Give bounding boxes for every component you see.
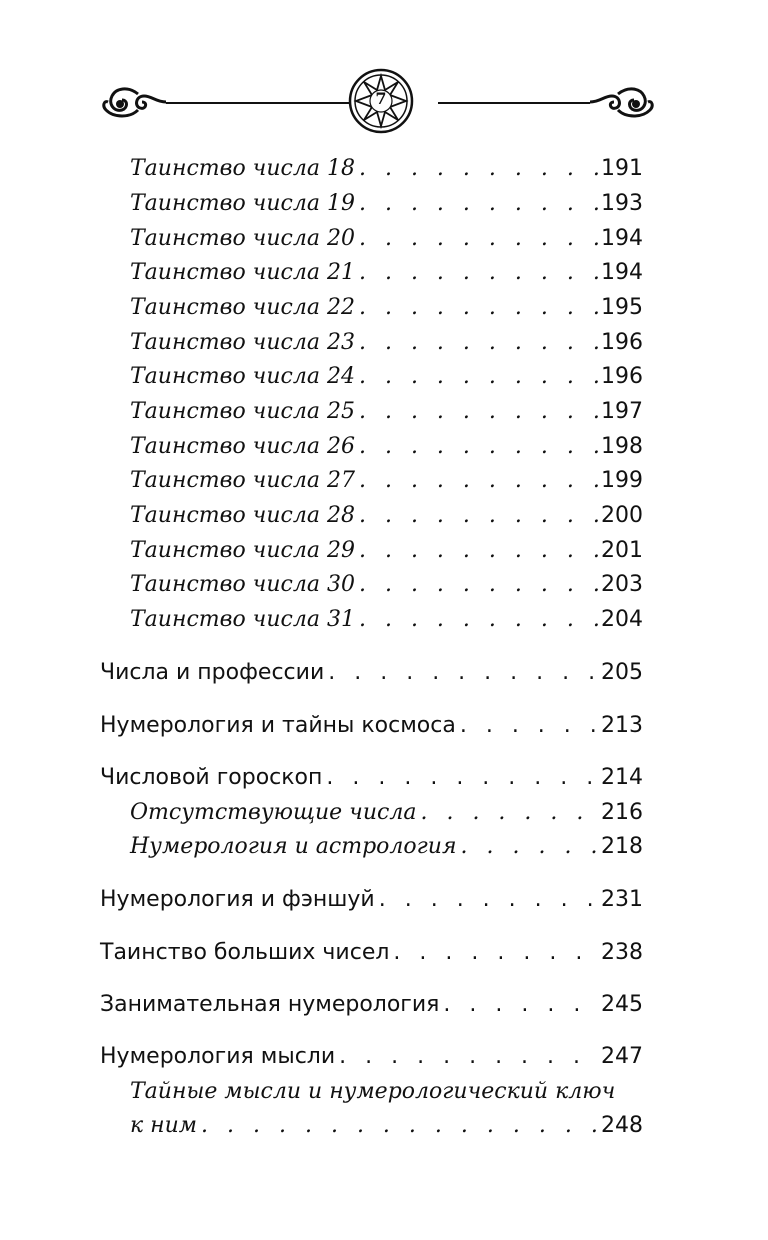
toc-chapter-page: 231 [601, 887, 643, 912]
toc-entry-title: Таинство числа 19 [130, 191, 355, 216]
toc-entry-title: Таинство числа 30 [130, 572, 355, 597]
toc-entry-title: Таинство числа 28 [130, 503, 355, 528]
toc-entry-title: Таинство числа 25 [130, 399, 355, 424]
toc-entry[interactable] [130, 260, 643, 285]
toc-chapter-title: Нумерология мысли [100, 1044, 336, 1069]
toc-entry[interactable] [130, 572, 643, 597]
dot-leader [359, 503, 599, 528]
toc-entry-title: Таинство числа 24 [130, 364, 355, 389]
toc-chapter[interactable] [100, 940, 643, 965]
toc-entry-page: 203 [601, 572, 643, 597]
toc-entry-page: 248 [601, 1113, 643, 1138]
toc-entry-title: Таинство числа 18 [130, 156, 355, 181]
dot-leader [359, 226, 599, 251]
toc-entry-title-line1[interactable]: Тайные мысли и нумерологический ключ [130, 1079, 616, 1104]
toc-chapter-page: 247 [601, 1044, 643, 1069]
toc-entry-title: Таинство числа 26 [130, 434, 355, 459]
toc-chapter-page: 214 [601, 765, 643, 790]
toc-entry[interactable] [130, 295, 643, 320]
toc-entry-page: 195 [601, 295, 643, 320]
toc-entry[interactable] [130, 1113, 643, 1138]
dot-leader [359, 399, 599, 424]
dot-leader [201, 1113, 599, 1138]
toc-chapter-page: 245 [601, 992, 643, 1017]
toc-entry[interactable] [130, 191, 643, 216]
toc-entry-page: 191 [601, 156, 643, 181]
toc-entry[interactable] [130, 800, 643, 825]
toc-entry-page: 199 [601, 468, 643, 493]
dot-leader [359, 434, 599, 459]
toc-chapter-title: Нумерология и тайны космоса [100, 713, 456, 738]
dot-leader [326, 765, 599, 790]
dot-leader [359, 538, 599, 563]
toc-entry-page: 200 [601, 503, 643, 528]
toc-entry-title: Таинство числа 22 [130, 295, 355, 320]
toc-chapter-title: Числовой гороскоп [100, 765, 323, 790]
toc-entry-page: 194 [601, 260, 643, 285]
toc-entry[interactable] [130, 330, 643, 355]
toc-chapter-title: Таинство больших чисел [100, 940, 390, 965]
toc-entry-page: 197 [601, 399, 643, 424]
toc-entry-page: 201 [601, 538, 643, 563]
toc-entry[interactable] [130, 364, 643, 389]
toc-entry-title: Таинство числа 21 [130, 260, 355, 285]
toc-entry-title: Таинство числа 31 [130, 607, 355, 632]
toc-entry-title: Нумерология и астрология [130, 834, 457, 859]
dot-leader [359, 330, 599, 355]
toc-entry[interactable] [130, 607, 643, 632]
toc-entry[interactable] [130, 399, 643, 424]
dot-leader [359, 260, 599, 285]
toc-chapter-page: 213 [601, 713, 643, 738]
toc-entry-page: 198 [601, 434, 643, 459]
dot-leader [393, 940, 599, 965]
dot-leader [339, 1044, 599, 1069]
toc-entry-page: 194 [601, 226, 643, 251]
toc-chapter-title: Числа и профессии [100, 660, 325, 685]
toc-chapter[interactable] [100, 660, 643, 685]
toc-chapter[interactable] [100, 1044, 643, 1069]
toc-entry-title: Таинство числа 27 [130, 468, 355, 493]
toc-chapter-page: 238 [601, 940, 643, 965]
toc-entry[interactable] [130, 468, 643, 493]
toc-entry-title: Отсутствующие числа [130, 800, 417, 825]
dot-leader [359, 468, 599, 493]
toc-chapter[interactable] [100, 713, 643, 738]
toc-entry[interactable] [130, 226, 643, 251]
toc-entry-title: Таинство числа 20 [130, 226, 355, 251]
toc-entry[interactable] [130, 434, 643, 459]
dot-leader [443, 992, 599, 1017]
toc-chapter-page: 205 [601, 660, 643, 685]
toc-entry-title: Таинство числа 29 [130, 538, 355, 563]
toc-entry[interactable] [130, 503, 643, 528]
dot-leader [359, 295, 599, 320]
dot-leader [460, 713, 599, 738]
toc-chapter[interactable] [100, 765, 643, 790]
dot-leader [359, 572, 599, 597]
toc-entry-page: 193 [601, 191, 643, 216]
dot-leader [461, 834, 599, 859]
dot-leader [328, 660, 599, 685]
toc-entry-page: 204 [601, 607, 643, 632]
dot-leader [359, 156, 599, 181]
toc-chapter[interactable] [100, 992, 643, 1017]
dot-leader [359, 364, 599, 389]
dot-leader [420, 800, 599, 825]
toc-entry-page: 196 [601, 364, 643, 389]
toc-entry-page: 216 [601, 800, 643, 825]
toc-entry-title-line2: к ним [130, 1113, 198, 1138]
toc-entry[interactable] [130, 156, 643, 181]
toc-chapter[interactable] [100, 887, 643, 912]
toc-entry-title: Таинство числа 23 [130, 330, 355, 355]
toc-entry[interactable] [130, 538, 643, 563]
dot-leader [359, 607, 599, 632]
page-number: 7 [375, 89, 387, 108]
dot-leader [379, 887, 599, 912]
toc-chapter-title: Нумерология и фэншуй [100, 887, 375, 912]
toc-entry-page: 218 [601, 834, 643, 859]
dot-leader [359, 191, 599, 216]
toc-entry[interactable] [130, 834, 643, 859]
toc-chapter-title: Занимательная нумерология [100, 992, 440, 1017]
toc-entry-page: 196 [601, 330, 643, 355]
